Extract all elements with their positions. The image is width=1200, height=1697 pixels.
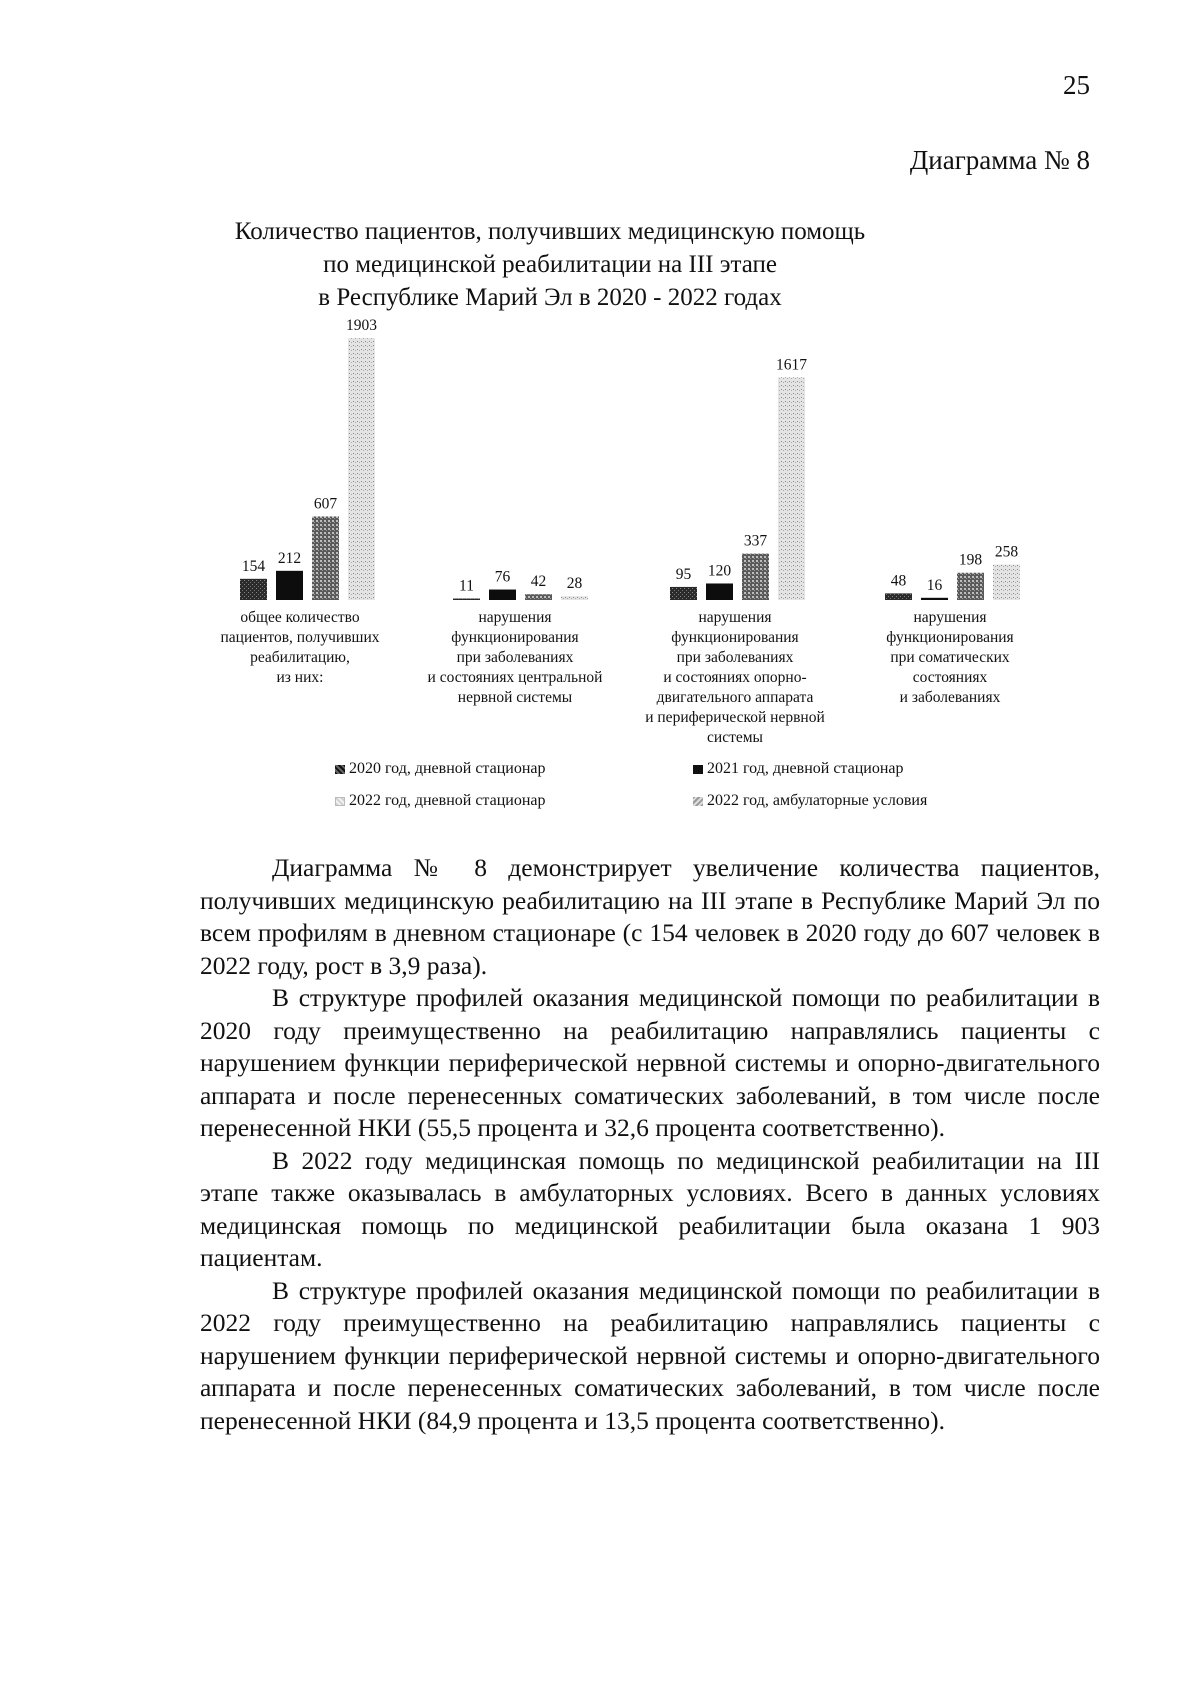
bar-4-series-4: [993, 564, 1020, 600]
chart-title-line: по медицинской реабилитации на III этапе: [323, 251, 777, 278]
data-label: 120: [707, 562, 732, 580]
bar-1-series-3: [312, 516, 339, 600]
bar-4-series-2: [921, 598, 948, 600]
bar-3-series-2: [706, 583, 733, 600]
data-label: 154: [241, 557, 266, 575]
legend-swatch: [335, 797, 345, 806]
paragraph: В 2022 году медицинская помощь по медицинской реабилитации на III этапе также оказывалась в амбулаторных условиях. Всего в данных условиях медицинская помощь по медицинской реабилитации была оказана 1 903 пациентам.: [200, 1145, 1100, 1272]
category-label-line: при заболеваниях: [456, 649, 574, 666]
category-label: [850, 608, 1050, 708]
legend-swatch: [693, 797, 703, 806]
category-label-line: и состояниях опорно-: [663, 669, 807, 686]
chart-title-line: в Республике Марий Эл в 2020 - 2022 годах: [318, 284, 782, 311]
legend: [0, 760, 1200, 820]
category-label-line: нервной системы: [457, 689, 573, 706]
legend-item-2022-day: [335, 792, 546, 810]
page-number: 25: [1063, 70, 1090, 100]
category-label-line: реабилитацию,: [250, 649, 350, 666]
legend-swatch: [335, 765, 345, 774]
legend-item-2021-day: [693, 760, 904, 778]
category-label-line: и заболеваниях: [899, 689, 1001, 706]
category-label-line: пациентов, получивших: [220, 629, 380, 646]
data-label: 607: [313, 495, 338, 513]
category-label-line: нарушения: [698, 609, 772, 626]
category-label-line: нарушения: [478, 609, 552, 626]
bar-1-series-4: [348, 338, 375, 600]
data-label: 11: [459, 577, 474, 595]
data-label: 212: [277, 549, 302, 567]
legend-label: 2022 год, дневной стационар: [349, 792, 546, 809]
legend-label: 2021 год, дневной стационар: [707, 760, 904, 777]
data-label: 258: [994, 543, 1019, 561]
data-label: 42: [530, 573, 547, 591]
paragraph: Диаграмма № 8 демонстрирует увеличение количества пациентов, получивших медицинскую реабилитацию на III этапе в Республике Марий Эл по всем профилям в дневном стационаре (с 154 человек в 2020 году до 607 человек в 2022 году, рост в 3,9 раза).: [200, 853, 1100, 980]
bar-3-series-4: [778, 377, 805, 600]
category-label-line: функционирования: [886, 629, 1014, 646]
legend-item-2022-amb: [693, 792, 927, 810]
bar-2-series-1: [453, 598, 480, 600]
category-label-line: двигательного аппарата: [656, 689, 814, 706]
legend-swatch: [693, 765, 703, 774]
bar-chart: [0, 300, 1200, 605]
category-labels: [0, 608, 1200, 768]
category-label-line: функционирования: [671, 629, 799, 646]
category-label-line: нарушения: [913, 609, 987, 626]
chart-title-line: Количество пациентов, получивших медицинскую помощь: [234, 218, 866, 245]
paragraph: В структуре профилей оказания медицинской помощи по реабилитации в 2022 году преимущественно на реабилитацию направлялись пациенты с нарушением функции периферической нервной системы и опорно-двигательного аппарата и после перенесенных соматических заболеваний, в том числе после перенесенной НКИ (84,9 процента и 13,5 процента соответственно).: [200, 1275, 1100, 1435]
category-label-line: общее количество: [240, 609, 360, 626]
category-label-line: при соматических: [890, 649, 1010, 666]
bar-2-series-4: [561, 596, 588, 600]
data-label: 1903: [346, 317, 377, 334]
paragraph: В структуре профилей оказания медицинской помощи по реабилитации в 2020 году преимущественно на реабилитацию направлялись пациенты с нарушением функции периферической нервной системы и опорно-двигательного аппарата и после перенесенных соматических заболеваний, в том числе после перенесенной НКИ (55,5 процента и 32,6 процента соответственно).: [200, 983, 1100, 1142]
bar-1-series-1: [240, 579, 267, 600]
legend-label: 2022 год, амбулаторные условия: [707, 792, 928, 809]
legend-label: 2020 год, дневной стационар: [349, 760, 546, 777]
bar-3-series-3: [742, 554, 769, 600]
bar-1-series-2: [276, 571, 303, 600]
category-label-line: функционирования: [451, 629, 579, 646]
data-label: 95: [675, 565, 692, 583]
data-label: 76: [494, 568, 511, 586]
bar-2-series-3: [525, 594, 552, 600]
bar-4-series-3: [957, 573, 984, 600]
category-label-line: и периферической нервной: [645, 709, 825, 726]
diagram-label: Диаграмма № 8: [909, 145, 1090, 175]
legend-item-2020-day: [335, 760, 546, 778]
data-label: 28: [566, 575, 583, 593]
data-label: 198: [958, 551, 983, 569]
category-label-line: и состояниях центральной: [427, 669, 603, 686]
data-label: 16: [926, 576, 943, 594]
data-label: 48: [890, 572, 907, 590]
bar-3-series-1: [670, 587, 697, 600]
data-label: 1617: [776, 356, 807, 374]
category-label: [200, 608, 400, 688]
category-label-line: при заболеваниях: [676, 649, 794, 666]
category-label-line: из них:: [276, 669, 324, 686]
category-label-line: системы: [707, 729, 763, 746]
category-label-line: состояниях: [912, 669, 988, 686]
category-label: [415, 608, 615, 708]
bar-4-series-1: [885, 593, 912, 600]
category-label: [635, 608, 835, 748]
body-text: [200, 852, 1100, 1437]
data-label: 337: [743, 532, 768, 550]
bar-2-series-2: [489, 590, 516, 600]
